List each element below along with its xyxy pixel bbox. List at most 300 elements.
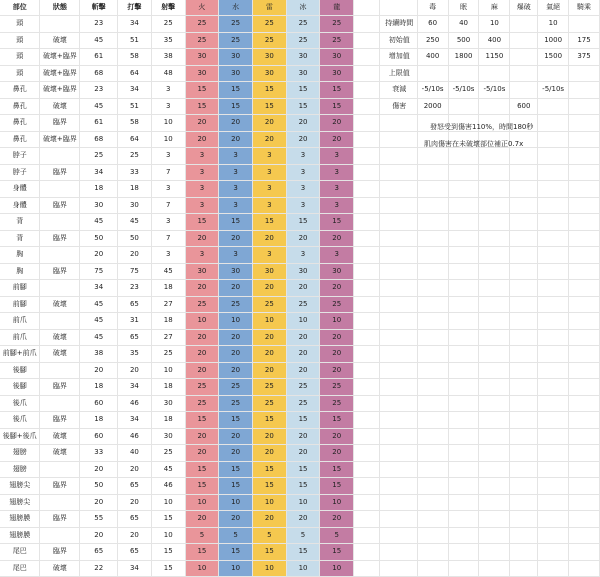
empty-cell[interactable]	[379, 478, 417, 495]
cell-fire[interactable]: 15	[185, 214, 219, 231]
cell-thunder[interactable]: 20	[252, 329, 286, 346]
status-cell[interactable]	[569, 16, 600, 33]
cell-shot[interactable]: 18	[151, 412, 185, 429]
cell-cut[interactable]: 61	[80, 115, 118, 132]
empty-cell[interactable]	[569, 379, 600, 396]
status-cell[interactable]	[448, 65, 479, 82]
cell-blunt[interactable]: 58	[118, 49, 152, 66]
cell-shot[interactable]: 7	[151, 230, 185, 247]
empty-cell[interactable]	[569, 164, 600, 181]
cell-dragon[interactable]: 5	[320, 527, 354, 544]
cell-ice[interactable]: 25	[286, 16, 320, 33]
cell-state[interactable]: 臨界	[40, 263, 80, 280]
cell-part[interactable]: 脖子	[0, 164, 40, 181]
status-cell[interactable]: 500	[448, 32, 479, 49]
empty-cell[interactable]	[479, 313, 510, 330]
cell-part[interactable]: 翅膀	[0, 445, 40, 462]
cell-part[interactable]: 前腳+前爪	[0, 346, 40, 363]
cell-cut[interactable]: 60	[80, 428, 118, 445]
empty-cell[interactable]	[569, 445, 600, 462]
cell-cut[interactable]: 45	[80, 32, 118, 49]
empty-cell[interactable]	[417, 313, 448, 330]
cell-thunder[interactable]: 15	[252, 82, 286, 99]
cell-fire[interactable]: 3	[185, 148, 219, 165]
empty-cell[interactable]	[379, 527, 417, 544]
empty-cell[interactable]	[569, 313, 600, 330]
cell-dragon[interactable]: 20	[320, 346, 354, 363]
cell-fire[interactable]: 10	[185, 494, 219, 511]
cell-water[interactable]: 5	[219, 527, 253, 544]
cell-fire[interactable]: 25	[185, 379, 219, 396]
cell-state[interactable]: 臨界	[40, 230, 80, 247]
empty-cell[interactable]	[417, 164, 448, 181]
empty-cell[interactable]	[510, 527, 538, 544]
empty-cell[interactable]	[538, 164, 569, 181]
cell-part[interactable]: 前腳	[0, 296, 40, 313]
empty-cell[interactable]	[538, 428, 569, 445]
cell-part[interactable]: 翅膀	[0, 461, 40, 478]
empty-cell[interactable]	[417, 478, 448, 495]
empty-cell[interactable]	[479, 148, 510, 165]
cell-cut[interactable]: 25	[80, 148, 118, 165]
cell-part[interactable]: 頭	[0, 16, 40, 33]
cell-dragon[interactable]: 15	[320, 461, 354, 478]
cell-thunder[interactable]: 25	[252, 16, 286, 33]
cell-shot[interactable]: 15	[151, 511, 185, 528]
cell-shot[interactable]: 10	[151, 115, 185, 132]
cell-dragon[interactable]: 15	[320, 478, 354, 495]
cell-dragon[interactable]: 30	[320, 49, 354, 66]
cell-water[interactable]: 20	[219, 362, 253, 379]
cell-dragon[interactable]: 20	[320, 280, 354, 297]
cell-dragon[interactable]: 20	[320, 445, 354, 462]
cell-water[interactable]: 15	[219, 214, 253, 231]
status-cell[interactable]: -5/10s	[479, 82, 510, 99]
status-cell[interactable]: 10	[479, 16, 510, 33]
cell-dragon[interactable]: 15	[320, 82, 354, 99]
cell-dragon[interactable]: 20	[320, 329, 354, 346]
empty-cell[interactable]	[379, 544, 417, 561]
empty-cell[interactable]	[448, 346, 479, 363]
cell-fire[interactable]: 25	[185, 16, 219, 33]
empty-cell[interactable]	[510, 313, 538, 330]
empty-cell[interactable]	[510, 494, 538, 511]
cell-blunt[interactable]: 20	[118, 362, 152, 379]
cell-thunder[interactable]: 15	[252, 461, 286, 478]
cell-part[interactable]: 後腳	[0, 362, 40, 379]
cell-state[interactable]: 臨界	[40, 379, 80, 396]
cell-thunder[interactable]: 20	[252, 362, 286, 379]
cell-blunt[interactable]: 35	[118, 346, 152, 363]
empty-cell[interactable]	[538, 445, 569, 462]
empty-cell[interactable]	[479, 445, 510, 462]
empty-cell[interactable]	[448, 527, 479, 544]
cell-blunt[interactable]: 40	[118, 445, 152, 462]
empty-cell[interactable]	[569, 131, 600, 148]
empty-cell[interactable]	[379, 280, 417, 297]
status-cell[interactable]: 60	[417, 16, 448, 33]
cell-part[interactable]: 胸	[0, 247, 40, 264]
cell-cut[interactable]: 34	[80, 164, 118, 181]
empty-cell[interactable]	[538, 197, 569, 214]
cell-fire[interactable]: 25	[185, 296, 219, 313]
cell-dragon[interactable]: 15	[320, 412, 354, 429]
cell-ice[interactable]: 15	[286, 478, 320, 495]
cell-ice[interactable]: 20	[286, 428, 320, 445]
cell-shot[interactable]: 10	[151, 131, 185, 148]
cell-water[interactable]: 20	[219, 115, 253, 132]
status-cell[interactable]: 1150	[479, 49, 510, 66]
cell-fire[interactable]: 20	[185, 511, 219, 528]
cell-thunder[interactable]: 3	[252, 148, 286, 165]
cell-dragon[interactable]: 25	[320, 395, 354, 412]
cell-cut[interactable]: 23	[80, 16, 118, 33]
cell-water[interactable]: 3	[219, 148, 253, 165]
cell-dragon[interactable]: 20	[320, 428, 354, 445]
cell-cut[interactable]: 68	[80, 65, 118, 82]
cell-dragon[interactable]: 20	[320, 511, 354, 528]
cell-shot[interactable]: 3	[151, 148, 185, 165]
empty-cell[interactable]	[538, 511, 569, 528]
cell-fire[interactable]: 25	[185, 32, 219, 49]
cell-water[interactable]: 20	[219, 428, 253, 445]
status-cell[interactable]	[510, 49, 538, 66]
cell-shot[interactable]: 3	[151, 98, 185, 115]
empty-cell[interactable]	[379, 131, 417, 148]
cell-thunder[interactable]: 15	[252, 214, 286, 231]
cell-state[interactable]: 破壞+臨界	[40, 49, 80, 66]
cell-dragon[interactable]: 15	[320, 544, 354, 561]
empty-cell[interactable]	[538, 494, 569, 511]
cell-part[interactable]: 翅膀膜	[0, 527, 40, 544]
cell-ice[interactable]: 20	[286, 362, 320, 379]
empty-cell[interactable]	[379, 164, 417, 181]
cell-ice[interactable]: 10	[286, 313, 320, 330]
cell-water[interactable]: 15	[219, 98, 253, 115]
cell-cut[interactable]: 18	[80, 379, 118, 396]
cell-thunder[interactable]: 10	[252, 494, 286, 511]
cell-dragon[interactable]: 30	[320, 65, 354, 82]
cell-ice[interactable]: 30	[286, 263, 320, 280]
empty-cell[interactable]	[417, 346, 448, 363]
cell-shot[interactable]: 10	[151, 494, 185, 511]
empty-cell[interactable]	[569, 412, 600, 429]
cell-state[interactable]: 破壞	[40, 98, 80, 115]
cell-shot[interactable]: 7	[151, 197, 185, 214]
cell-part[interactable]: 胸	[0, 263, 40, 280]
empty-cell[interactable]	[569, 247, 600, 264]
status-cell[interactable]	[569, 98, 600, 115]
empty-cell[interactable]	[379, 247, 417, 264]
cell-thunder[interactable]: 20	[252, 346, 286, 363]
empty-cell[interactable]	[448, 230, 479, 247]
empty-cell[interactable]	[448, 214, 479, 231]
cell-ice[interactable]: 10	[286, 560, 320, 577]
cell-thunder[interactable]: 3	[252, 181, 286, 198]
empty-cell[interactable]	[538, 527, 569, 544]
empty-cell[interactable]	[569, 197, 600, 214]
cell-shot[interactable]: 45	[151, 461, 185, 478]
cell-water[interactable]: 20	[219, 346, 253, 363]
empty-cell[interactable]	[448, 412, 479, 429]
cell-dragon[interactable]: 25	[320, 16, 354, 33]
cell-ice[interactable]: 15	[286, 461, 320, 478]
empty-cell[interactable]	[510, 445, 538, 462]
empty-cell[interactable]	[538, 395, 569, 412]
empty-cell[interactable]	[510, 346, 538, 363]
cell-state[interactable]	[40, 247, 80, 264]
cell-blunt[interactable]: 34	[118, 16, 152, 33]
cell-water[interactable]: 10	[219, 313, 253, 330]
empty-cell[interactable]	[538, 362, 569, 379]
empty-cell[interactable]	[479, 527, 510, 544]
empty-cell[interactable]	[448, 329, 479, 346]
cell-blunt[interactable]: 34	[118, 560, 152, 577]
cell-part[interactable]: 身體	[0, 181, 40, 198]
cell-blunt[interactable]: 34	[118, 412, 152, 429]
cell-cut[interactable]: 61	[80, 49, 118, 66]
empty-cell[interactable]	[510, 164, 538, 181]
cell-ice[interactable]: 15	[286, 412, 320, 429]
status-cell[interactable]: 250	[417, 32, 448, 49]
cell-thunder[interactable]: 20	[252, 230, 286, 247]
cell-cut[interactable]: 23	[80, 82, 118, 99]
empty-cell[interactable]	[538, 280, 569, 297]
empty-cell[interactable]	[569, 494, 600, 511]
cell-cut[interactable]: 55	[80, 511, 118, 528]
cell-state[interactable]: 臨界	[40, 412, 80, 429]
empty-cell[interactable]	[417, 494, 448, 511]
cell-thunder[interactable]: 20	[252, 131, 286, 148]
empty-cell[interactable]	[417, 527, 448, 544]
cell-ice[interactable]: 3	[286, 197, 320, 214]
cell-ice[interactable]: 25	[286, 379, 320, 396]
cell-shot[interactable]: 10	[151, 527, 185, 544]
cell-thunder[interactable]: 25	[252, 379, 286, 396]
cell-part[interactable]: 後腳	[0, 379, 40, 396]
cell-part[interactable]: 前爪	[0, 313, 40, 330]
cell-state[interactable]	[40, 280, 80, 297]
empty-cell[interactable]	[379, 428, 417, 445]
cell-thunder[interactable]: 20	[252, 280, 286, 297]
cell-shot[interactable]: 45	[151, 263, 185, 280]
empty-cell[interactable]	[379, 362, 417, 379]
status-cell[interactable]	[448, 98, 479, 115]
cell-thunder[interactable]: 15	[252, 98, 286, 115]
cell-cut[interactable]: 45	[80, 313, 118, 330]
empty-cell[interactable]	[448, 148, 479, 165]
cell-thunder[interactable]: 3	[252, 197, 286, 214]
empty-cell[interactable]	[569, 263, 600, 280]
empty-cell[interactable]	[379, 379, 417, 396]
cell-part[interactable]: 背	[0, 214, 40, 231]
cell-blunt[interactable]: 64	[118, 131, 152, 148]
cell-fire[interactable]: 30	[185, 49, 219, 66]
cell-shot[interactable]: 30	[151, 395, 185, 412]
empty-cell[interactable]	[510, 329, 538, 346]
cell-thunder[interactable]: 10	[252, 560, 286, 577]
cell-part[interactable]: 背	[0, 230, 40, 247]
cell-shot[interactable]: 18	[151, 379, 185, 396]
cell-fire[interactable]: 20	[185, 280, 219, 297]
empty-cell[interactable]	[448, 247, 479, 264]
cell-state[interactable]: 破壞	[40, 346, 80, 363]
cell-water[interactable]: 15	[219, 544, 253, 561]
cell-ice[interactable]: 15	[286, 544, 320, 561]
cell-blunt[interactable]: 20	[118, 527, 152, 544]
empty-cell[interactable]	[417, 560, 448, 577]
empty-cell[interactable]	[379, 263, 417, 280]
cell-ice[interactable]: 5	[286, 527, 320, 544]
cell-dragon[interactable]: 10	[320, 313, 354, 330]
empty-cell[interactable]	[538, 461, 569, 478]
empty-cell[interactable]	[510, 478, 538, 495]
empty-cell[interactable]	[569, 428, 600, 445]
cell-shot[interactable]: 3	[151, 247, 185, 264]
cell-blunt[interactable]: 51	[118, 98, 152, 115]
cell-dragon[interactable]: 25	[320, 379, 354, 396]
empty-cell[interactable]	[379, 115, 417, 132]
empty-cell[interactable]	[479, 362, 510, 379]
cell-dragon[interactable]: 3	[320, 197, 354, 214]
cell-part[interactable]: 後腳+後爪	[0, 428, 40, 445]
empty-cell[interactable]	[379, 148, 417, 165]
cell-blunt[interactable]: 46	[118, 395, 152, 412]
cell-cut[interactable]: 20	[80, 362, 118, 379]
cell-fire[interactable]: 3	[185, 181, 219, 198]
empty-cell[interactable]	[538, 230, 569, 247]
empty-cell[interactable]	[510, 379, 538, 396]
cell-blunt[interactable]: 18	[118, 181, 152, 198]
status-cell[interactable]	[538, 98, 569, 115]
cell-fire[interactable]: 20	[185, 428, 219, 445]
empty-cell[interactable]	[417, 280, 448, 297]
cell-state[interactable]	[40, 181, 80, 198]
empty-cell[interactable]	[569, 296, 600, 313]
empty-cell[interactable]	[538, 412, 569, 429]
empty-cell[interactable]	[417, 197, 448, 214]
empty-cell[interactable]	[379, 214, 417, 231]
cell-water[interactable]: 10	[219, 560, 253, 577]
cell-fire[interactable]: 20	[185, 131, 219, 148]
empty-cell[interactable]	[479, 197, 510, 214]
cell-dragon[interactable]: 20	[320, 362, 354, 379]
cell-thunder[interactable]: 30	[252, 49, 286, 66]
cell-dragon[interactable]: 3	[320, 181, 354, 198]
cell-dragon[interactable]: 25	[320, 296, 354, 313]
empty-cell[interactable]	[379, 346, 417, 363]
cell-part[interactable]: 前爪	[0, 329, 40, 346]
status-cell[interactable]	[510, 82, 538, 99]
empty-cell[interactable]	[479, 247, 510, 264]
cell-state[interactable]	[40, 494, 80, 511]
cell-state[interactable]: 臨界	[40, 478, 80, 495]
cell-fire[interactable]: 10	[185, 313, 219, 330]
cell-ice[interactable]: 25	[286, 32, 320, 49]
cell-fire[interactable]: 15	[185, 82, 219, 99]
cell-shot[interactable]: 3	[151, 214, 185, 231]
status-cell[interactable]: -5/10s	[538, 82, 569, 99]
empty-cell[interactable]	[417, 412, 448, 429]
cell-shot[interactable]: 18	[151, 280, 185, 297]
empty-cell[interactable]	[379, 461, 417, 478]
cell-blunt[interactable]: 65	[118, 478, 152, 495]
empty-cell[interactable]	[479, 296, 510, 313]
empty-cell[interactable]	[510, 544, 538, 561]
cell-thunder[interactable]: 20	[252, 115, 286, 132]
empty-cell[interactable]	[448, 560, 479, 577]
empty-cell[interactable]	[448, 544, 479, 561]
empty-cell[interactable]	[569, 148, 600, 165]
empty-cell[interactable]	[379, 197, 417, 214]
empty-cell[interactable]	[569, 478, 600, 495]
cell-part[interactable]: 尾巴	[0, 560, 40, 577]
cell-fire[interactable]: 15	[185, 98, 219, 115]
cell-water[interactable]: 3	[219, 181, 253, 198]
status-cell[interactable]: -5/10s	[417, 82, 448, 99]
cell-shot[interactable]: 15	[151, 544, 185, 561]
cell-shot[interactable]: 30	[151, 428, 185, 445]
empty-cell[interactable]	[510, 428, 538, 445]
status-cell[interactable]: 2000	[417, 98, 448, 115]
cell-dragon[interactable]: 25	[320, 32, 354, 49]
cell-water[interactable]: 25	[219, 379, 253, 396]
status-cell[interactable]: 1800	[448, 49, 479, 66]
empty-cell[interactable]	[379, 230, 417, 247]
status-cell[interactable]: 175	[569, 32, 600, 49]
cell-fire[interactable]: 20	[185, 329, 219, 346]
empty-cell[interactable]	[417, 428, 448, 445]
empty-cell[interactable]	[379, 445, 417, 462]
empty-cell[interactable]	[538, 560, 569, 577]
empty-cell[interactable]	[510, 412, 538, 429]
empty-cell[interactable]	[510, 362, 538, 379]
empty-cell[interactable]	[510, 280, 538, 297]
empty-cell[interactable]	[448, 395, 479, 412]
cell-dragon[interactable]: 3	[320, 247, 354, 264]
cell-water[interactable]: 20	[219, 445, 253, 462]
cell-water[interactable]: 25	[219, 395, 253, 412]
cell-fire[interactable]: 20	[185, 230, 219, 247]
empty-cell[interactable]	[448, 181, 479, 198]
cell-part[interactable]: 後爪	[0, 412, 40, 429]
empty-cell[interactable]	[379, 329, 417, 346]
cell-cut[interactable]: 45	[80, 296, 118, 313]
cell-fire[interactable]: 15	[185, 478, 219, 495]
cell-water[interactable]: 30	[219, 263, 253, 280]
cell-thunder[interactable]: 10	[252, 313, 286, 330]
cell-dragon[interactable]: 20	[320, 115, 354, 132]
cell-blunt[interactable]: 65	[118, 329, 152, 346]
cell-state[interactable]: 破壞	[40, 560, 80, 577]
cell-part[interactable]: 脖子	[0, 148, 40, 165]
status-cell[interactable]: 40	[448, 16, 479, 33]
cell-fire[interactable]: 30	[185, 65, 219, 82]
status-cell[interactable]: 375	[569, 49, 600, 66]
empty-cell[interactable]	[379, 412, 417, 429]
cell-water[interactable]: 25	[219, 16, 253, 33]
cell-state[interactable]: 臨界	[40, 197, 80, 214]
cell-ice[interactable]: 3	[286, 247, 320, 264]
cell-state[interactable]: 破壞+臨界	[40, 131, 80, 148]
cell-cut[interactable]: 20	[80, 247, 118, 264]
cell-part[interactable]: 鼻孔	[0, 82, 40, 99]
empty-cell[interactable]	[379, 395, 417, 412]
cell-ice[interactable]: 20	[286, 329, 320, 346]
empty-cell[interactable]	[479, 395, 510, 412]
empty-cell[interactable]	[510, 197, 538, 214]
cell-thunder[interactable]: 3	[252, 247, 286, 264]
